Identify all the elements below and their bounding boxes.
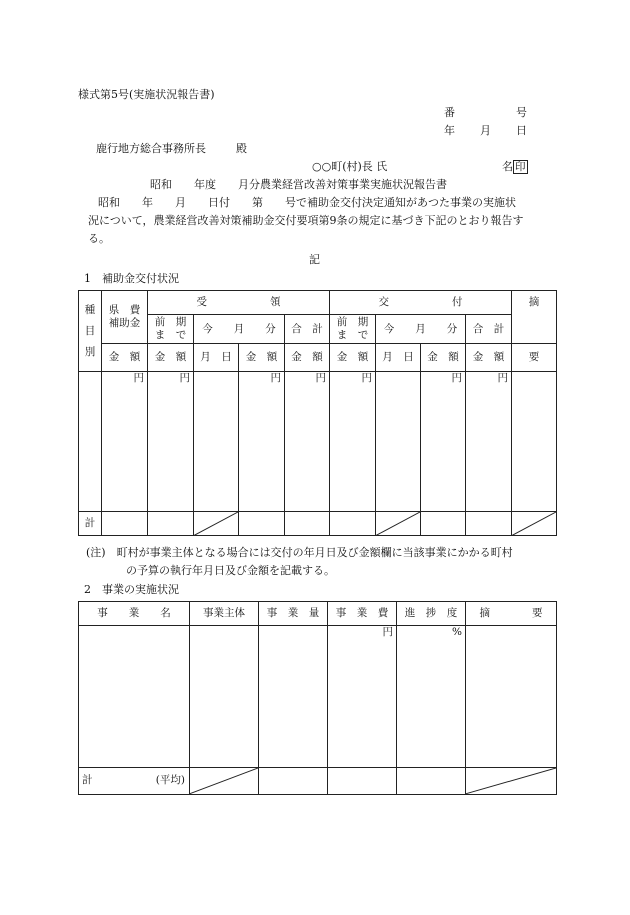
percent-unit: % — [397, 626, 466, 768]
section2-title: 2 事業の実施状況 — [84, 583, 179, 596]
total-cell — [328, 768, 397, 795]
header-jigyo-ryo: 事 業 量 — [259, 602, 328, 626]
body-cell — [466, 626, 557, 768]
total-cell — [421, 512, 466, 536]
col-uke: 受 領 — [148, 291, 330, 315]
implementation-table — [78, 601, 557, 795]
col-shu: 種 — [84, 303, 96, 316]
addressee-dono: 殿 — [236, 142, 247, 155]
total-label: 計 — [79, 512, 102, 536]
total-cell — [148, 512, 194, 536]
yen-unit: 円 — [239, 372, 285, 512]
diagonal-cell — [512, 512, 557, 536]
average-label: (平均) — [155, 774, 185, 787]
uke-zenki-kingaku: 金 額 — [148, 344, 194, 372]
total-cell — [397, 768, 466, 795]
kou-goukei-kingaku: 金 額 — [466, 344, 512, 372]
kenhi-kingaku: 金 額 — [102, 344, 148, 372]
total-cell — [285, 512, 330, 536]
note-line2: の予算の執行年月日及び金額を記載する。 — [126, 564, 335, 577]
body-text: 況について，農業経営改善対策補助金交付要項第9条の規定に基づき下記のとおり報告す — [88, 214, 524, 227]
header-shinchoku: 進 捗 度 — [397, 602, 466, 626]
col-kou: 交 付 — [330, 291, 512, 315]
col-moku: 目 — [84, 324, 96, 337]
body-cell — [190, 626, 259, 768]
yen-unit: 円 — [285, 372, 330, 512]
body-cell — [512, 372, 557, 512]
kou-goukei: 合 計 — [466, 315, 512, 344]
header-jigyo-hi: 事 業 費 — [328, 602, 397, 626]
sender: ○○町(村)長 氏 — [312, 160, 388, 173]
uke-goukei-kingaku: 金 額 — [285, 344, 330, 372]
uke-kongetsu: 今 月 分 — [194, 315, 285, 344]
col-shubetsu — [79, 291, 102, 372]
col-teki: 摘 — [512, 291, 557, 344]
uke-goukei: 合 計 — [285, 315, 330, 344]
header-jigyo-shutai: 事業主体 — [190, 602, 259, 626]
diagonal-cell — [466, 768, 557, 795]
uke-tsukihi: 月 日 — [194, 344, 239, 372]
kou-tsukihi: 月 日 — [376, 344, 421, 372]
header-jigyo-name: 事 業 名 — [79, 602, 190, 626]
seal-stamp: 印 — [515, 161, 526, 173]
uke-kongetsu-kingaku: 金 額 — [239, 344, 285, 372]
body-cell — [376, 372, 421, 512]
kou-kongetsu-kingaku: 金 額 — [421, 344, 466, 372]
uke-zenki: 前 期 ま で — [148, 315, 194, 344]
body-cell — [79, 372, 102, 512]
number-go: 号 — [516, 106, 527, 119]
yen-unit: 円 — [328, 626, 397, 768]
diagonal-cell — [376, 512, 421, 536]
diagonal-cell — [190, 768, 259, 795]
kou-zenki: 前 期 ま で — [330, 315, 376, 344]
addressee: 鹿行地方総合事務所長 — [96, 142, 206, 155]
subsidy-table — [78, 290, 557, 536]
form-title: 様式第5号(実施状況報告書) — [78, 88, 215, 101]
report-title: 昭和 年度 月分農業経営改善対策事業実施状況報告書 — [150, 178, 447, 191]
body-cell — [259, 626, 328, 768]
body-text: 昭和 年 月 日付 第 号で補助金交付決定通知があつた事業の実施状 — [98, 196, 516, 209]
total-cell — [239, 512, 285, 536]
total-average-cell — [79, 768, 190, 795]
yen-unit: 円 — [466, 372, 512, 512]
kou-kongetsu: 今 月 分 — [376, 315, 466, 344]
number-ban: 番 — [444, 106, 455, 119]
body-cell — [79, 626, 190, 768]
yen-unit: 円 — [148, 372, 194, 512]
total-cell — [466, 512, 512, 536]
date-day: 日 — [516, 124, 527, 137]
body-text: る。 — [88, 232, 110, 245]
sender-name-label: 名 — [502, 160, 513, 173]
diagonal-cell — [194, 512, 239, 536]
kenhi-line2: 補助金 — [108, 317, 141, 329]
yen-unit: 円 — [102, 372, 148, 512]
date-year: 年 — [444, 124, 455, 137]
kou-zenki-kingaku: 金 額 — [330, 344, 376, 372]
total-cell — [102, 512, 148, 536]
col-you: 要 — [512, 344, 557, 372]
total-cell — [330, 512, 376, 536]
col-betsu: 別 — [84, 345, 96, 358]
yen-unit: 円 — [421, 372, 466, 512]
total-cell — [259, 768, 328, 795]
sender-name — [502, 160, 528, 174]
section1-title: 1 補助金交付状況 — [84, 272, 179, 285]
date-month: 月 — [480, 124, 491, 137]
kenhi-line1: 県 費 — [108, 304, 141, 316]
header-tekiyo: 摘 要 — [466, 602, 557, 626]
ki-heading: 記 — [309, 253, 320, 266]
note-line1: (注) 町村が事業主体となる場合には交付の年月日及び金額欄に当該事業にかかる町村 — [86, 546, 513, 559]
yen-unit: 円 — [330, 372, 376, 512]
col-kenhi — [102, 291, 148, 344]
total-label: 計 — [82, 774, 93, 787]
body-cell — [194, 372, 239, 512]
